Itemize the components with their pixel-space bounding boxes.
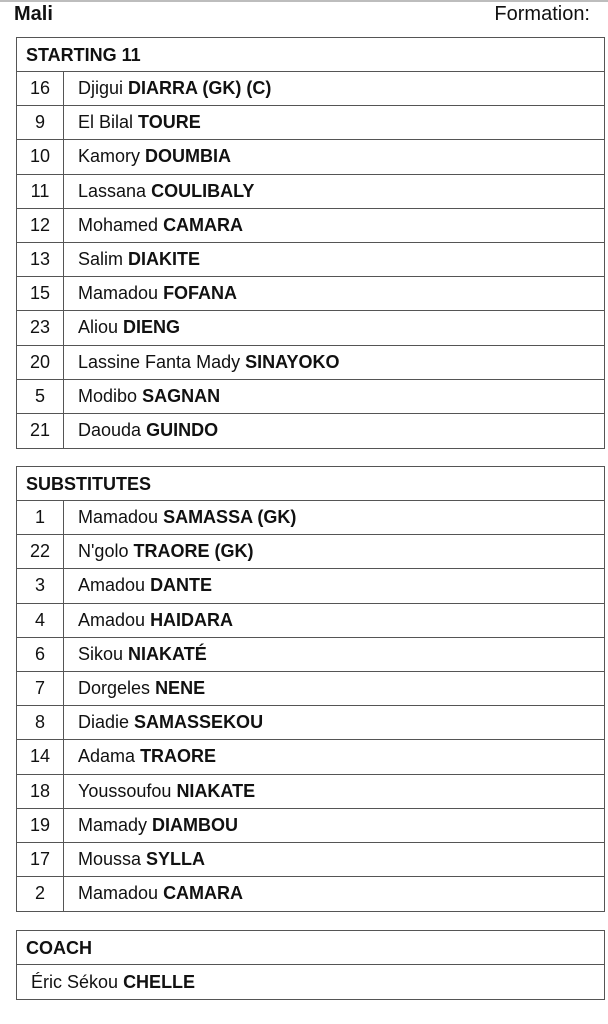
player-row — [17, 638, 604, 672]
player-last-name: NENE — [155, 677, 206, 698]
player-row — [17, 380, 604, 414]
player-first-name: Lassana — [78, 180, 147, 201]
player-number: 10 — [17, 140, 64, 173]
starting-11-title: STARTING 11 — [17, 38, 604, 72]
player-number: 23 — [17, 311, 64, 344]
player-first-name: Mohamed — [78, 214, 159, 235]
player-last-name: GUINDO — [146, 419, 219, 440]
player-number: 4 — [17, 604, 64, 637]
player-last-name: TRAORE — [140, 746, 217, 767]
player-name — [64, 877, 243, 911]
player-first-name: N'golo — [78, 541, 129, 562]
player-first-name: Mamady — [78, 814, 148, 835]
player-first-name: Djigui — [78, 78, 124, 98]
player-row — [17, 243, 604, 277]
player-first-name: Modibo — [78, 385, 138, 406]
player-row — [17, 277, 604, 311]
player-number: 6 — [17, 638, 64, 671]
player-first-name: Youssoufou — [78, 780, 172, 801]
player-last-name: SAMASSA (GK) — [163, 507, 297, 527]
player-number: 7 — [17, 672, 64, 705]
player-first-name: Mamadou — [78, 283, 159, 304]
player-first-name: Aliou — [78, 317, 119, 338]
player-number: 22 — [17, 535, 64, 568]
player-last-name: DIAKITE — [128, 248, 201, 269]
player-first-name: Diadie — [78, 712, 130, 733]
player-name — [64, 311, 180, 344]
player-row — [17, 72, 604, 106]
player-row — [17, 569, 604, 603]
player-last-name: CAMARA — [163, 883, 244, 904]
player-last-name: SAMASSEKOU — [134, 712, 264, 733]
player-last-name: SAGNAN — [142, 385, 221, 406]
player-name — [64, 72, 271, 105]
player-name — [64, 106, 201, 139]
player-first-name: El Bilal — [78, 112, 134, 133]
player-name — [64, 775, 255, 808]
player-first-name: Dorgeles — [78, 677, 151, 698]
player-name — [64, 809, 238, 842]
player-name — [64, 501, 296, 534]
player-name — [64, 535, 253, 568]
player-number: 5 — [17, 380, 64, 413]
player-number: 8 — [17, 706, 64, 739]
player-row — [17, 775, 604, 809]
player-last-name: SINAYOKO — [245, 351, 340, 372]
team-name: Mali — [14, 3, 53, 25]
player-row — [17, 809, 604, 843]
player-number: 2 — [17, 877, 64, 911]
coach-title: COACH — [17, 931, 604, 965]
player-row — [17, 311, 604, 345]
player-name — [64, 175, 254, 208]
coach-name — [17, 965, 604, 999]
player-last-name: HAIDARA — [150, 609, 234, 630]
player-row — [17, 140, 604, 174]
player-row — [17, 877, 604, 911]
player-first-name: Amadou — [78, 575, 146, 596]
player-name — [64, 843, 205, 876]
player-number: 3 — [17, 569, 64, 602]
player-first-name: Salim — [78, 248, 124, 269]
player-number: 17 — [17, 843, 64, 876]
player-name — [64, 277, 237, 310]
player-number: 11 — [17, 175, 64, 208]
formation-label: Formation: — [494, 3, 590, 25]
substitutes-list — [17, 501, 604, 911]
player-last-name: DIENG — [123, 317, 181, 338]
player-last-name: TOURE — [138, 112, 201, 133]
starting-11-list — [17, 72, 604, 448]
player-number: 15 — [17, 277, 64, 310]
player-first-name: Kamory — [78, 146, 141, 167]
player-row — [17, 106, 604, 140]
player-row — [17, 209, 604, 243]
player-last-name: FOFANA — [163, 283, 238, 304]
player-name — [64, 380, 220, 413]
player-number: 12 — [17, 209, 64, 242]
player-last-name: DOUMBIA — [145, 146, 232, 167]
player-first-name: Lassine Fanta Mady — [78, 351, 241, 372]
player-number: 9 — [17, 106, 64, 139]
player-number: 13 — [17, 243, 64, 276]
player-last-name: DANTE — [150, 575, 213, 596]
player-number: 21 — [17, 414, 64, 448]
player-row — [17, 672, 604, 706]
player-name — [64, 209, 243, 242]
player-first-name: Sikou — [78, 643, 124, 664]
player-first-name: Mamadou — [78, 507, 159, 527]
player-last-name: TRAORE (GK) — [133, 541, 254, 562]
player-row — [17, 501, 604, 535]
player-name — [64, 740, 216, 773]
player-name — [64, 706, 263, 739]
player-last-name: SYLLA — [146, 848, 206, 869]
player-row — [17, 604, 604, 638]
player-name — [64, 346, 339, 379]
coach-first-name: Éric Sékou — [31, 972, 119, 992]
player-row — [17, 535, 604, 569]
player-number: 14 — [17, 740, 64, 773]
player-last-name: CAMARA — [163, 214, 244, 235]
player-number: 20 — [17, 346, 64, 379]
player-row — [17, 706, 604, 740]
player-name — [64, 604, 233, 637]
player-first-name: Mamadou — [78, 883, 159, 904]
player-first-name: Adama — [78, 746, 136, 767]
player-name — [64, 140, 231, 173]
player-last-name: DIARRA (GK) (C) — [128, 78, 272, 98]
player-row — [17, 175, 604, 209]
player-name — [64, 243, 200, 276]
player-last-name: DIAMBOU — [152, 814, 239, 835]
player-row — [17, 414, 604, 448]
starting-11-section — [16, 37, 605, 449]
header — [0, 0, 608, 32]
substitutes-section — [16, 466, 605, 912]
player-last-name: COULIBALY — [151, 180, 255, 201]
player-last-name: NIAKATE — [176, 780, 256, 801]
player-number: 19 — [17, 809, 64, 842]
coach-last-name: CHELLE — [123, 972, 196, 992]
player-number: 1 — [17, 501, 64, 534]
player-name — [64, 638, 207, 671]
substitutes-title: SUBSTITUTES — [17, 467, 604, 501]
player-first-name: Moussa — [78, 848, 142, 869]
player-row — [17, 843, 604, 877]
player-name — [64, 672, 205, 705]
player-last-name: NIAKATÉ — [128, 643, 207, 664]
player-number: 16 — [17, 72, 64, 105]
player-name — [64, 569, 212, 602]
coach-section — [16, 930, 605, 1000]
player-first-name: Amadou — [78, 609, 146, 630]
player-name — [64, 414, 218, 448]
player-row — [17, 346, 604, 380]
player-number: 18 — [17, 775, 64, 808]
player-first-name: Daouda — [78, 419, 142, 440]
player-row — [17, 740, 604, 774]
